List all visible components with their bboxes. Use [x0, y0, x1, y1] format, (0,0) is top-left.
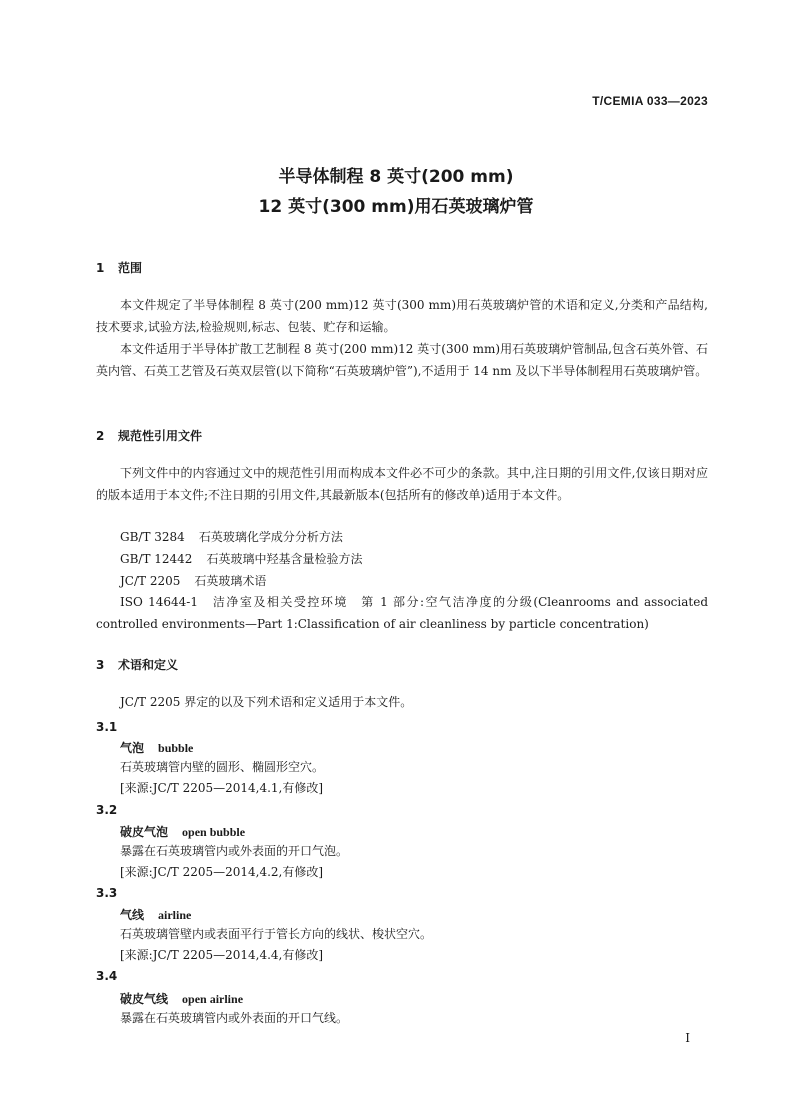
term-source: [来源:JC/T 2205—2014,4.1,有修改]: [120, 781, 324, 795]
term-number: 3.1: [96, 720, 118, 734]
reference-code: GB/T 3284: [120, 530, 185, 544]
term-number: 3.2: [96, 803, 118, 817]
term-number: 3.4: [96, 969, 118, 983]
term-english: open airline: [182, 992, 244, 1006]
reference-name: 石英玻璃术语: [194, 574, 267, 588]
document-title-line-1: 半导体制程 8 英寸(200 mm): [278, 167, 514, 187]
term-definition: 暴露在石英玻璃管内或外表面的开口气线。: [120, 1011, 349, 1025]
term-heading: [120, 990, 243, 1007]
term-chinese: 破皮气线: [120, 992, 169, 1006]
document-title-line-2: 12 英寸(300 mm)用石英玻璃炉管: [258, 197, 534, 217]
section-2-heading: [96, 427, 202, 444]
term-heading: [120, 823, 245, 840]
reference-item: [120, 570, 266, 592]
section-title: 规范性引用文件: [118, 429, 203, 443]
section-number: 1: [96, 261, 105, 275]
standard-code: T/CEMIA 033—2023: [592, 94, 708, 108]
reference-name: 石英玻璃化学成分分析方法: [198, 530, 343, 544]
section-3-paragraph-1: JC/T 2205 界定的以及下列术语和定义适用于本文件。: [120, 695, 413, 709]
section-1-paragraph-2: 本文件适用于半导体扩散工艺制程 8 英寸(200 mm)12 英寸(300 mm)用石英玻璃炉管制品,包含石英外管、石英内管、石英工艺管及石英双层管(以下简称“石英玻璃炉管”),不适用于 14 nm 及以下半导体制程用石英玻璃炉管。: [96, 342, 708, 378]
reference-code: GB/T 12442: [120, 552, 193, 566]
term-definition: 暴露在石英玻璃管内或外表面的开口气泡。: [120, 844, 349, 858]
reference-code: JC/T 2205: [120, 574, 181, 588]
term-definition: 石英玻璃管壁内或表面平行于管长方向的线状、梭状空穴。: [120, 927, 433, 941]
term-definition: 石英玻璃管内壁的圆形、椭圆形空穴。: [120, 760, 325, 774]
term-source: [来源:JC/T 2205—2014,4.2,有修改]: [120, 865, 324, 879]
page-number: I: [685, 1031, 690, 1045]
section-title: 范围: [118, 261, 143, 275]
section-1-paragraph-1: 本文件规定了半导体制程 8 英寸(200 mm)12 英寸(300 mm)用石英玻璃炉管的术语和定义,分类和产品结构,技术要求,试验方法,检验规则,标志、包装、贮存和运输。: [96, 298, 708, 334]
section-2-paragraph-1: 下列文件中的内容通过文中的规范性引用而构成本文件必不可少的条款。其中,注日期的引用文件,仅该日期对应的版本适用于本文件;不注日期的引用文件,其最新版本(包括所有的修改单)适用于本文件。: [96, 466, 708, 502]
section-number: 2: [96, 429, 105, 443]
term-source: [来源:JC/T 2205—2014,4.4,有修改]: [120, 948, 324, 962]
term-english: open bubble: [182, 825, 246, 839]
section-1-heading: [96, 259, 142, 276]
reference-item: [120, 548, 362, 570]
term-english: airline: [158, 908, 192, 922]
section-title: 术语和定义: [118, 658, 179, 672]
reference-item: [120, 526, 343, 548]
term-chinese: 破皮气泡: [120, 825, 169, 839]
reference-name: 石英玻璃中羟基含量检验方法: [206, 552, 363, 566]
section-number: 3: [96, 658, 105, 672]
term-number: 3.3: [96, 886, 118, 900]
section-3-heading: [96, 656, 178, 673]
iso-reference: ISO 14644-1 洁净室及相关受控环境 第 1 部分:空气洁净度的分级(Cleanrooms and associated controlled environments—Part 1:Classification of air cleanliness by particle concentration): [96, 595, 708, 631]
term-chinese: 气泡: [120, 741, 145, 755]
term-chinese: 气线: [120, 908, 145, 922]
term-heading: [120, 739, 193, 756]
term-heading: [120, 906, 191, 923]
term-english: bubble: [158, 741, 194, 755]
